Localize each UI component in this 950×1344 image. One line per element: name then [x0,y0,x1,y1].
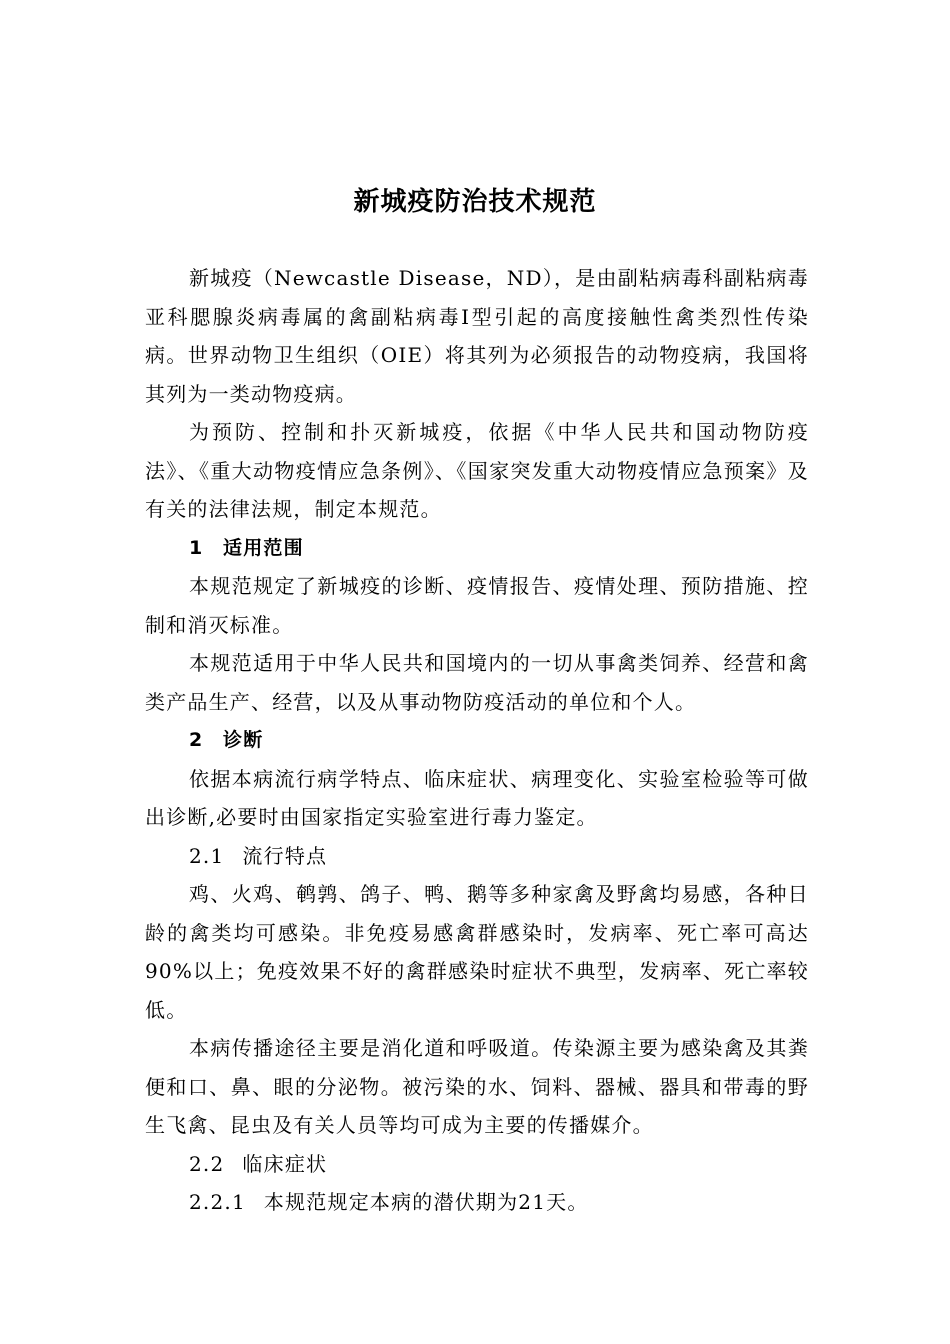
paragraph-section-2-1-2: 本病传播途径主要是消化道和呼吸道。传染源主要为感染禽及其粪便和口、鼻、眼的分泌物。被污染的水、饲料、器械、器具和带毒的野生飞禽、昆虫及有关人员等均可成为主要的传播媒介。 [145,1036,809,1137]
section-heading-2 [145,721,809,760]
subsection-number: 2.2 [189,1151,225,1176]
subsection-heading-2-2-1 [145,1183,809,1222]
paragraph-section-1-2: 本规范适用于中华人民共和国境内的一切从事禽类饲养、经营和禽类产品生产、经营，以及从事动物防疫活动的单位和个人。 [145,651,809,714]
section-title: 适用范围 [223,536,304,559]
paragraph-intro-2: 为预防、控制和扑灭新城疫，依据《中华人民共和国动物防疫法》、《重大动物疫情应急条例》、《国家突发重大动物疫情应急预案》及有关的法律法规，制定本规范。 [145,420,809,521]
paragraph-section-2-1-1: 鸡、火鸡、鹌鹑、鸽子、鸭、鹅等多种家禽及野禽均易感，各种日龄的禽类均可感染。非免疫易感禽群感染时，发病率、死亡率可高达90%以上；免疫效果不好的禽群感染时症状不典型，发病率、死亡率较低。 [145,882,809,1022]
section-number: 1 [189,536,204,559]
subsection-title: 流行特点 [242,843,328,868]
subsection-heading-2-2 [145,1145,809,1184]
section-heading-1 [145,529,809,568]
subsection-title: 临床症状 [242,1151,328,1176]
paragraph-intro-1: 新城疫（Newcastle Disease，ND），是由副粘病毒科副粘病毒亚科腮腺炎病毒属的禽副粘病毒Ⅰ型引起的高度接触性禽类烈性传染病。世界动物卫生组织（OIE）将其列为必须报告的动物疫病，我国将其列为一类动物疫病。 [145,266,809,406]
subsection-number: 2.2.1 [189,1190,246,1214]
section-title: 诊断 [223,729,264,751]
document-body [145,259,809,1222]
subsection-text: 本规范规定本病的潜伏期为21天。 [263,1190,589,1214]
document-title: 新城疫防治技术规范 [353,187,597,217]
section-number: 2 [189,729,204,751]
paragraph-section-2-1: 依据本病流行病学特点、临床症状、病理变化、实验室检验等可做出诊断,必要时由国家指定实验室进行毒力鉴定。 [145,766,809,829]
subsection-heading-2-1 [145,837,809,876]
paragraph-section-1-1: 本规范规定了新城疫的诊断、疫情报告、疫情处理、预防措施、控制和消灭标准。 [145,574,809,637]
subsection-number: 2.1 [189,843,225,868]
